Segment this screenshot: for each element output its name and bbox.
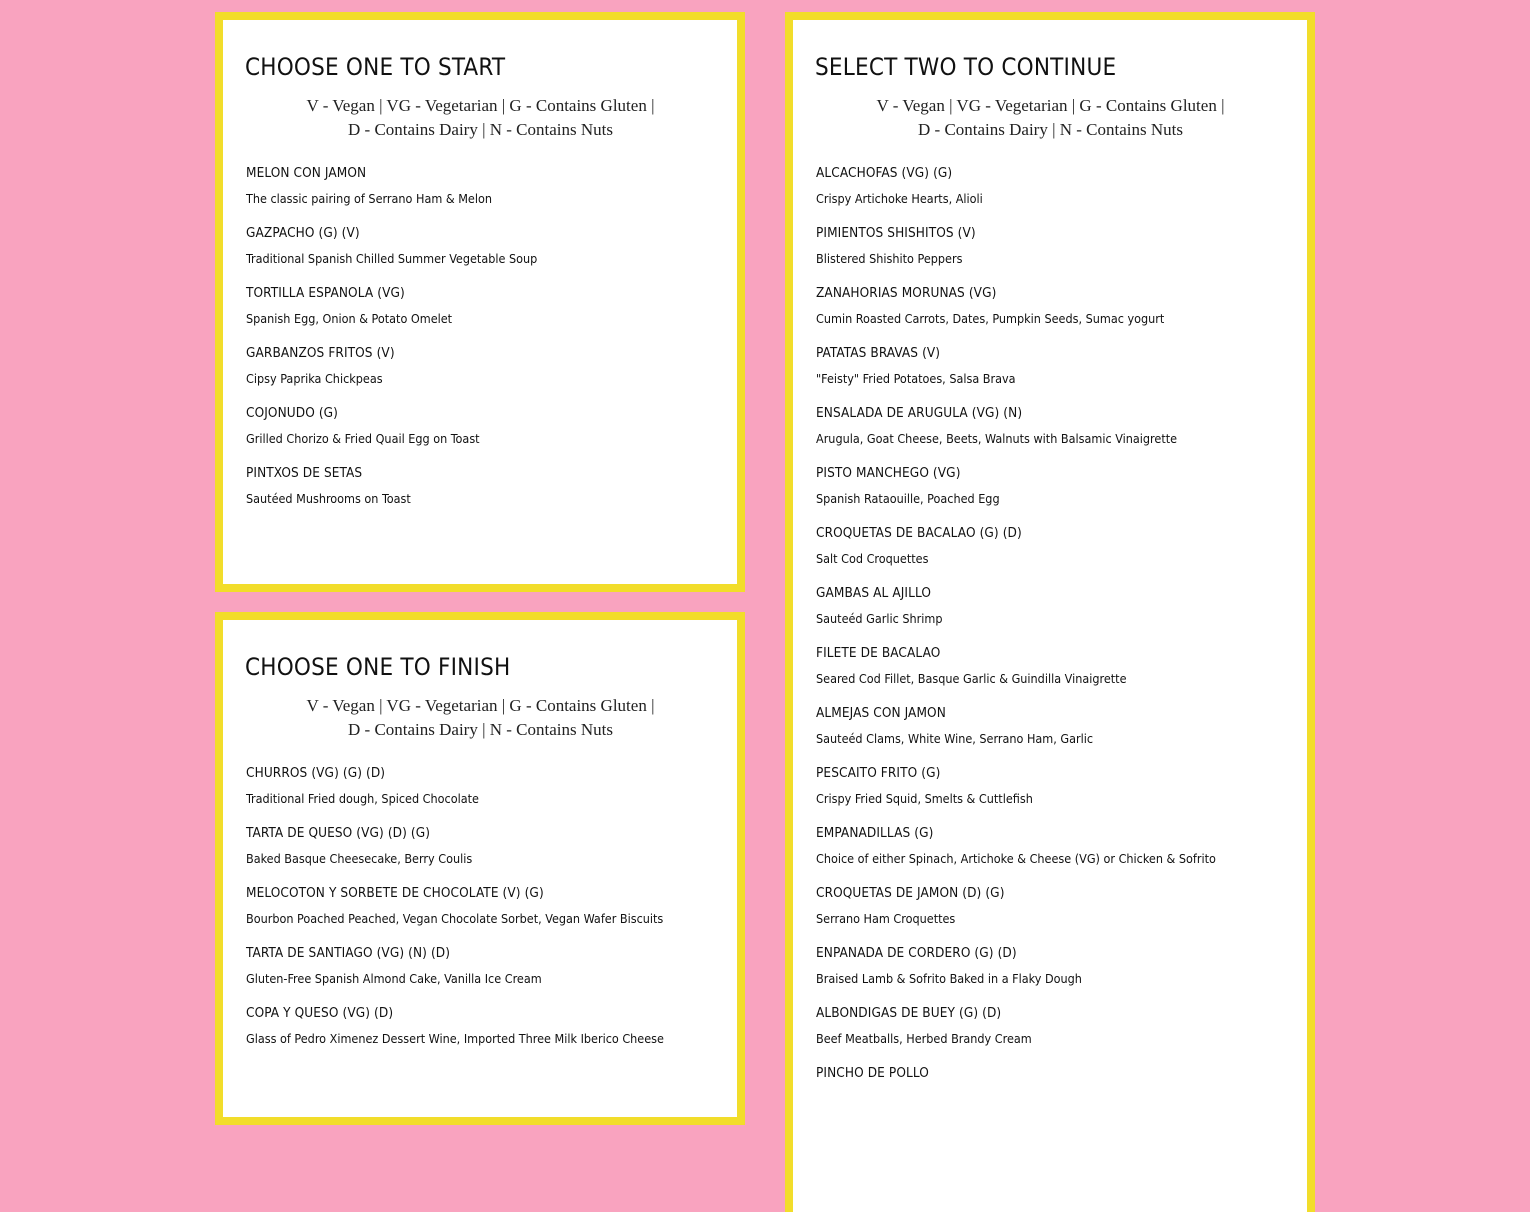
continue-item-list: [816, 164, 1285, 1082]
menu-item: [816, 524, 1285, 567]
menu-item: [246, 224, 715, 267]
menu-item: [816, 404, 1285, 447]
menu-item-description: Arugula, Goat Cheese, Beets, Walnuts with Balsamic Vinaigrette: [816, 431, 1178, 446]
menu-item-description: The classic pairing of Serrano Ham & Melon: [246, 191, 492, 206]
menu-item-name: CROQUETAS DE BACALAO (G) (D): [816, 525, 1022, 541]
legend-line-2: D - Contains Dairy | N - Contains Nuts: [348, 720, 613, 739]
menu-item-name: ENSALADA DE ARUGULA (VG) (N): [816, 405, 1023, 421]
menu-item: [816, 764, 1285, 807]
menu-item: [816, 224, 1285, 267]
finish-item-list: [246, 764, 715, 1047]
menu-item: [246, 284, 715, 327]
menu-item: [816, 704, 1285, 747]
legend-line-1: V - Vegan | VG - Vegetarian | G - Contains Gluten |: [876, 96, 1225, 115]
menu-item: [816, 1004, 1285, 1047]
menu-item-description: Spanish Egg, Onion & Potato Omelet: [246, 311, 453, 326]
menu-item: [246, 404, 715, 447]
menu-item-name: ALMEJAS CON JAMON: [816, 705, 946, 721]
menu-item-description: Cumin Roasted Carrots, Dates, Pumpkin Seeds, Sumac yogurt: [816, 311, 1165, 326]
menu-item-description: Glass of Pedro Ximenez Dessert Wine, Imported Three Milk Iberico Cheese: [246, 1031, 664, 1046]
start-section-title: CHOOSE ONE TO START: [245, 53, 506, 81]
menu-item: [246, 164, 715, 207]
menu-item-description: Choice of either Spinach, Artichoke & Cheese (VG) or Chicken & Sofrito: [816, 851, 1216, 866]
menu-item-description: Gluten-Free Spanish Almond Cake, Vanilla Ice Cream: [246, 971, 542, 986]
menu-item-name: TARTA DE QUESO (VG) (D) (G): [246, 825, 431, 841]
menu-item: [816, 164, 1285, 207]
legend-line-2: D - Contains Dairy | N - Contains Nuts: [918, 120, 1183, 139]
menu-item-description: Blistered Shishito Peppers: [816, 251, 963, 266]
menu-item: [816, 824, 1285, 867]
menu-item: [246, 344, 715, 387]
menu-item-description: Cipsy Paprika Chickpeas: [246, 371, 383, 386]
finish-menu-card: [215, 612, 745, 1125]
menu-item: [816, 284, 1285, 327]
menu-item-description: "Feisty" Fried Potatoes, Salsa Brava: [816, 371, 1016, 386]
dietary-legend: [816, 94, 1285, 142]
menu-item: [816, 584, 1285, 627]
menu-item-name: CHURROS (VG) (G) (D): [246, 765, 386, 781]
menu-item-description: Crispy Artichoke Hearts, Alioli: [816, 191, 983, 206]
continue-menu-card: [785, 12, 1315, 1212]
menu-item-description: Spanish Rataouille, Poached Egg: [816, 491, 1000, 506]
menu-item: [816, 464, 1285, 507]
menu-item-name: PIMIENTOS SHISHITOS (V): [816, 225, 976, 241]
dietary-legend: [246, 694, 715, 742]
menu-item-name: ZANAHORIAS MORUNAS (VG): [816, 285, 997, 301]
menu-item-name: TARTA DE SANTIAGO (VG) (N) (D): [246, 945, 451, 961]
menu-item-description: Crispy Fried Squid, Smelts & Cuttlefish: [816, 791, 1033, 806]
menu-item-description: Beef Meatballs, Herbed Brandy Cream: [816, 1031, 1032, 1046]
start-item-list: [246, 164, 715, 507]
menu-item-name: MELOCOTON Y SORBETE DE CHOCOLATE (V) (G): [246, 885, 544, 901]
menu-item: [246, 944, 715, 987]
menu-item-name: FILETE DE BACALAO: [816, 645, 941, 661]
menu-item-name: CROQUETAS DE JAMON (D) (G): [816, 885, 1005, 901]
menu-item: [816, 944, 1285, 987]
menu-item: [246, 1004, 715, 1047]
menu-item-description: Traditional Spanish Chilled Summer Vegetable Soup: [246, 251, 538, 266]
menu-item-name: COJONUDO (G): [246, 405, 339, 421]
menu-item-name: PESCAITO FRITO (G): [816, 765, 941, 781]
menu-item-name: PISTO MANCHEGO (VG): [816, 465, 961, 481]
menu-item-name: ALBONDIGAS DE BUEY (G) (D): [816, 1005, 1002, 1021]
menu-item: [246, 464, 715, 507]
menu-item-description: Grilled Chorizo & Fried Quail Egg on Toast: [246, 431, 480, 446]
dietary-legend: [246, 94, 715, 142]
menu-item-name: GAMBAS AL AJILLO: [816, 585, 931, 601]
menu-item-name: PINCHO DE POLLO: [816, 1065, 929, 1081]
menu-item-name: ENPANADA DE CORDERO (G) (D): [816, 945, 1017, 961]
menu-item-description: Bourbon Poached Peached, Vegan Chocolate Sorbet, Vegan Wafer Biscuits: [246, 911, 664, 926]
menu-item-name: EMPANADILLAS (G): [816, 825, 934, 841]
menu-item-description: Traditional Fried dough, Spiced Chocolate: [246, 791, 479, 806]
menu-item-name: PINTXOS DE SETAS: [246, 465, 363, 481]
menu-item-name: COPA Y QUESO (VG) (D): [246, 1005, 394, 1021]
menu-item-name: PATATAS BRAVAS (V): [816, 345, 941, 361]
menu-item: [816, 884, 1285, 927]
menu-item-description: Serrano Ham Croquettes: [816, 911, 956, 926]
menu-item: [246, 824, 715, 867]
menu-item-name: ALCACHOFAS (VG) (G): [816, 165, 953, 181]
legend-line-1: V - Vegan | VG - Vegetarian | G - Contains Gluten |: [306, 96, 655, 115]
menu-item-name: MELON CON JAMON: [246, 165, 367, 181]
menu-item: [816, 344, 1285, 387]
legend-line-1: V - Vegan | VG - Vegetarian | G - Contains Gluten |: [306, 696, 655, 715]
menu-item: [816, 644, 1285, 687]
menu-item: [246, 884, 715, 927]
menu-item-description: Sautéed Mushrooms on Toast: [246, 491, 411, 506]
menu-item-description: Baked Basque Cheesecake, Berry Coulis: [246, 851, 473, 866]
start-menu-card: [215, 12, 745, 592]
menu-item: [816, 1064, 1285, 1082]
legend-line-2: D - Contains Dairy | N - Contains Nuts: [348, 120, 613, 139]
menu-item-description: Sauteéd Garlic Shrimp: [816, 611, 943, 626]
menu-item-description: Seared Cod Fillet, Basque Garlic & Guindilla Vinaigrette: [816, 671, 1127, 686]
finish-section-title: CHOOSE ONE TO FINISH: [245, 653, 511, 681]
menu-item-name: GARBANZOS FRITOS (V): [246, 345, 395, 361]
menu-item-description: Sauteéd Clams, White Wine, Serrano Ham, Garlic: [816, 731, 1094, 746]
menu-item-description: Salt Cod Croquettes: [816, 551, 929, 566]
menu-item-description: Braised Lamb & Sofrito Baked in a Flaky Dough: [816, 971, 1082, 986]
menu-item: [246, 764, 715, 807]
menu-item-name: GAZPACHO (G) (V): [246, 225, 360, 241]
continue-section-title: SELECT TWO TO CONTINUE: [815, 53, 1117, 81]
menu-item-name: TORTILLA ESPANOLA (VG): [246, 285, 405, 301]
